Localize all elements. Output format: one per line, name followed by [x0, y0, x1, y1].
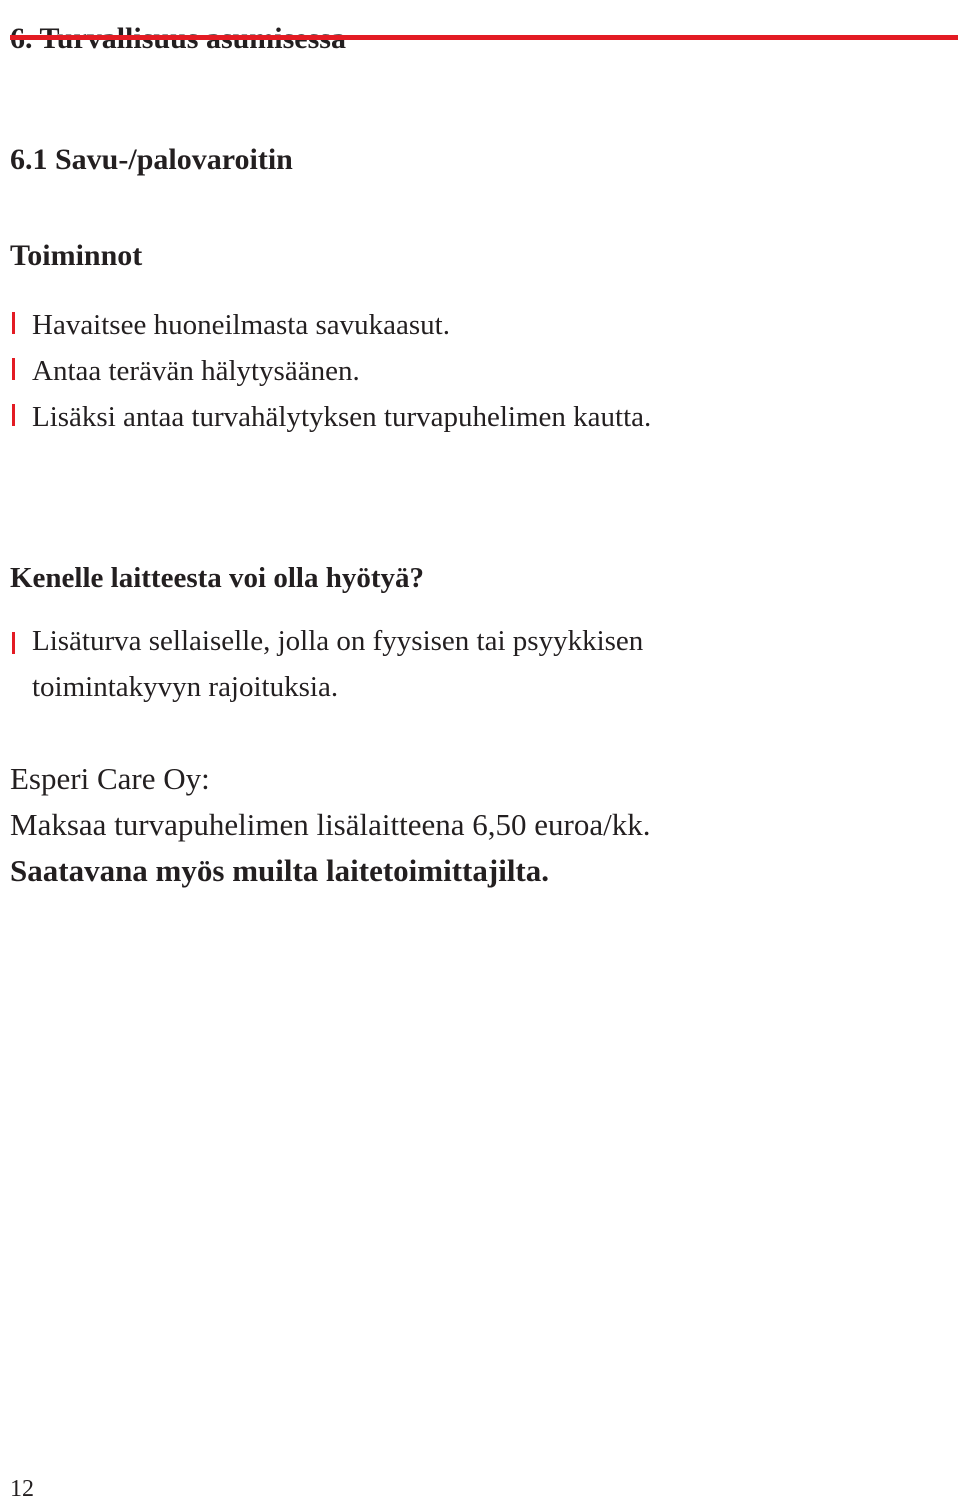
- list-item: [10, 348, 651, 394]
- benefit-item: [10, 618, 912, 710]
- benefit-item-line: toimintakyvyn rajoituksia.: [32, 671, 339, 703]
- bullet-bar-icon: [12, 358, 15, 380]
- benefit-heading: Kenelle laitteesta voi olla hyötyä?: [10, 562, 424, 594]
- list-item: [10, 302, 651, 348]
- bullet-bar-icon: [12, 404, 15, 426]
- chapter-rule: [10, 35, 958, 40]
- functions-list: [10, 302, 651, 440]
- section-title: 6.1 Savu-/palovaroitin: [10, 142, 293, 176]
- list-item-text: Havaitsee huoneilmasta savukaasut.: [32, 309, 450, 341]
- provider-price: Maksaa turvapuhelimen lisälaitteena 6,50 euroa/kk.: [10, 807, 651, 842]
- list-item-text: Lisäksi antaa turvahälytyksen turvapuhelimen kautta.: [32, 401, 652, 433]
- provider-name: Esperi Care Oy:: [10, 761, 210, 796]
- list-item: [10, 394, 651, 440]
- page-number: 12: [10, 1476, 34, 1502]
- functions-heading: Toiminnot: [10, 239, 143, 272]
- benefit-item-line: Lisäturva sellaiselle, jolla on fyysisen tai psyykkisen: [32, 625, 644, 657]
- bullet-bar-icon: [12, 632, 15, 654]
- list-item-text: Antaa terävän hälytysäänen.: [32, 355, 360, 387]
- provider-block: [10, 756, 650, 894]
- bullet-bar-icon: [12, 312, 15, 334]
- provider-availability: Saatavana myös muilta laitetoimittajilta.: [10, 853, 550, 888]
